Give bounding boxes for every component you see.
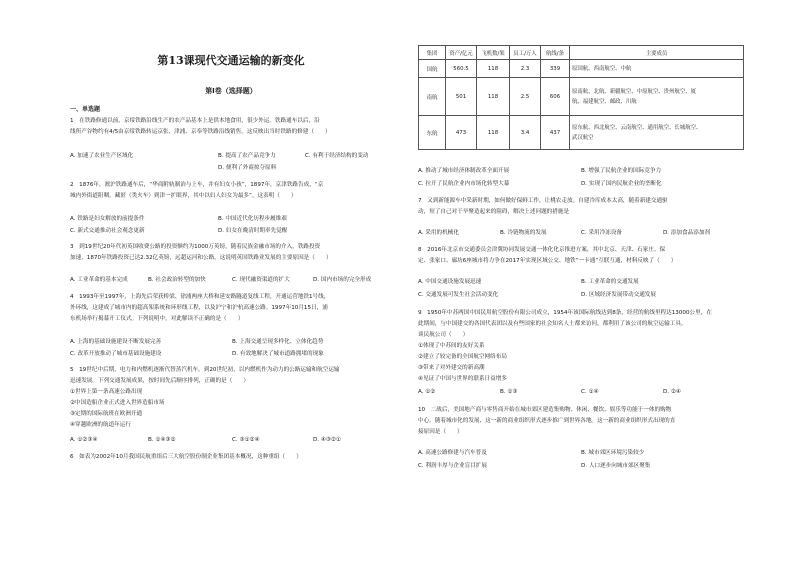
question-text: 东机场举行揭幕开工仪式。下列说明中，对此解读不正确的是（ ） — [70, 316, 244, 322]
option-c[interactable]: C. ③①②④ — [232, 437, 260, 443]
section-heading: 第I卷（选择题） — [205, 87, 257, 95]
list-item: ①体现了中苏间的友好关系 — [418, 343, 485, 349]
question-7 — [418, 196, 744, 218]
question-text: 5 19世纪中后期，电力和内燃机逐渐代替蒸汽机车。到20世纪初，以内燃机作为动力的公路运输和航空运输 — [70, 367, 340, 373]
question-text: 3 到19世纪20年代初英国收费公路的投资额约为1000万英镑，随着民族金融市场的介入，铁路投资 — [70, 244, 321, 250]
question-5-options — [70, 437, 392, 448]
option-b[interactable]: B. 提高了农产品竞争力 — [218, 153, 276, 159]
question-text: 6 如表为2002年10月我国民航重组后三大航空股份制企业集团基本概况，这种重组（ ） — [70, 454, 302, 460]
column-header: 主要成员 — [570, 46, 744, 60]
option-b[interactable]: B. 城市郊区环境污染较少 — [581, 450, 645, 456]
option-b[interactable]: B. 社会政治转型的加快 — [148, 277, 206, 283]
question-8 — [418, 245, 744, 267]
column-header: 员工/万人 — [510, 46, 541, 60]
question-7-options — [418, 228, 744, 239]
list-item: ④穿越欧洲的航道年运行 — [70, 422, 131, 428]
question-4-options — [70, 337, 392, 359]
option-a[interactable]: A. 采用的机械化 — [418, 230, 459, 236]
option-a[interactable]: A. 加速了农业生产区域化 — [70, 153, 134, 159]
option-d[interactable]: D. 添加食品添加剂 — [663, 230, 711, 236]
question-9 — [418, 308, 744, 385]
table-cell: 2.5 — [510, 78, 541, 116]
list-item: ②中国造船企业正式进入世界造船市场 — [70, 400, 165, 406]
list-item: ③带来了对外建交的新高潮 — [418, 365, 485, 371]
page-title: 第13课现代交通运输的新变化 — [157, 54, 305, 67]
table-cell: 3.4 — [510, 116, 541, 150]
question-3 — [70, 242, 392, 264]
question-text: 4 1993年至1997年，上海先后荣获桥梁、徐浦两座大桥和延安路隧道复线工程，开通运营地铁1号线， — [70, 294, 330, 300]
column-header: 集团 — [419, 46, 446, 60]
option-c[interactable]: C. 利润丰厚与企业盲目扩展 — [418, 463, 487, 469]
table-cell: 339 — [541, 60, 570, 78]
question-text: 中心。随着城市化的发展，这一新的商业组织形式逐步推广到世界各地。这一新的商业组织形式出现的直 — [418, 418, 676, 424]
table-cell: 2.3 — [510, 60, 541, 78]
question-6 — [70, 452, 392, 463]
question-2 — [70, 180, 392, 202]
question-1 — [70, 116, 392, 138]
question-9-options — [418, 389, 744, 400]
question-3-options — [70, 275, 392, 286]
option-b[interactable]: B. ①③ — [500, 389, 518, 395]
option-a[interactable]: A. 工业革命的基本完成 — [70, 277, 128, 283]
option-b[interactable]: B. 工业革命的交通发展 — [581, 279, 639, 285]
table-cell: 东航 — [419, 116, 446, 150]
table-cell: 118 — [477, 78, 510, 116]
member-line: 原国航、西南航空、中航 — [572, 65, 632, 72]
member-line: 航、福建航空、邮政、川航 — [572, 98, 637, 105]
table-cell: 560.5 — [446, 60, 477, 78]
question-text: 2 1876年，淞沪铁路通车后，“华商附轨制治与上车，并有妇女小孩”，1897年，京津铁路告成，“京 — [70, 182, 324, 188]
option-c[interactable]: C. 现代融资渠道的扩大 — [232, 277, 290, 283]
question-text: 外环线，这建成了城市内的超高架系统和环形线工程，以及沪宁和沪杭高速公路。1997年10月15日，浦 — [70, 305, 328, 311]
question-text: 线所产谷物约有4/5由京绥铁路转运京张、津浦、京奉等铁路沿线销售。这反映出当时铁路的修建（ ） — [70, 129, 331, 135]
option-a[interactable]: A. ①②③④ — [70, 437, 98, 443]
list-item: ①世界上第一条高速公路出现 — [70, 389, 143, 395]
option-c[interactable]: C. 改革开放推动了城市基础设施建设 — [70, 351, 162, 357]
column-header: 飞机数/架 — [477, 46, 510, 60]
option-b[interactable]: B. 上海交通呈现多样化、立体化趋势 — [232, 339, 324, 345]
option-b[interactable]: B. 中国近代化历程步履维艰 — [218, 216, 287, 222]
table-cell: 118 — [477, 116, 510, 150]
airline-groups-table — [418, 45, 744, 150]
table-cell: 473 — [446, 116, 477, 150]
option-a[interactable]: A. ①② — [418, 389, 436, 395]
option-c[interactable]: C. 拉开了民航企业内市场化转型大幕 — [418, 181, 510, 187]
table-row — [419, 116, 744, 150]
option-d[interactable]: D. 妇女在晚清时期率先觉醒 — [218, 228, 288, 234]
question-text: 谈民航公司（ ） — [418, 332, 469, 338]
table-cell: 118 — [477, 60, 510, 78]
question-text: 1 在铁路修通以前，京绥铁路沿线生产的农产品基本上是供本地食用，很少外运。铁路通车以后，沿 — [70, 118, 320, 124]
question-text: 接原因是（ ） — [418, 429, 463, 435]
member-line: 原东航、西北航空、云南航空、通用航空、长城航空、 — [572, 124, 702, 131]
option-d[interactable]: D. 人口逐步向城市郊区聚集 — [581, 463, 651, 469]
table-cell — [570, 78, 744, 116]
option-c[interactable]: C. 新式交通推动社会观念更新 — [70, 228, 145, 234]
question-text: 8 2016年北京市交通委员会津冀协同发展交通一体化化京推进方案，其中北京、天津、石家庄、保 — [418, 247, 666, 253]
option-b[interactable]: B. 冷链物流的发展 — [500, 230, 547, 236]
option-a[interactable]: A. 上海的基础设施建设不断发展完善 — [70, 339, 162, 345]
question-10-options — [418, 448, 744, 472]
option-c[interactable]: C. 交通发展可发生社会活动变化 — [418, 292, 499, 298]
question-2-options — [70, 214, 392, 236]
question-text: 9 1950年中苏两国中国民用航空股份有限公司成立，1954年该国际航线达到8条，经营的航线里程达13000公里，在 — [418, 310, 712, 316]
option-b[interactable]: B. 增强了民航企业的国际竞争力 — [581, 168, 662, 174]
option-d[interactable]: D. 实现了国内民航企业的垄断化 — [581, 181, 662, 187]
table-cell: 606 — [541, 78, 570, 116]
part-heading: 一、单选题 — [70, 106, 101, 113]
table-cell: 南航 — [419, 78, 446, 116]
table-cell — [570, 116, 744, 150]
table-cell: 国航 — [419, 60, 446, 78]
question-text: 7 又到新能源车中采新时期，如何做好保鲜工作，让桃农走放。自建冷库成本太高，随着新建交通驱 — [418, 198, 668, 204]
question-text: 动，短了自己对干旱聚造起来的阻碍，解决上述问题的措施是 — [418, 209, 570, 215]
option-a[interactable]: A. 推动了城市经济体制改革全面开展 — [418, 168, 510, 174]
question-text: 定、张家口、廊坊6座城市将力争在2017年实现区域公交、地铁“一卡通”互联互通，材料反映了（ ） — [418, 258, 677, 264]
table-cell: 501 — [446, 78, 477, 116]
member-line: 武汉航空 — [572, 134, 594, 141]
list-item: ②建立了较完备的全国航空网络布局 — [418, 354, 507, 360]
option-c[interactable]: C. ①④ — [581, 389, 599, 395]
question-5 — [70, 365, 392, 431]
list-item: ③定期的国际航班在欧洲开通 — [70, 411, 143, 417]
question-text: 迅速发展。下列交通发展成果，按时间先后顺序排列，正确的是（ ） — [70, 378, 250, 384]
question-text: 城内外街道阻咽，藏匿（类火车）到津一扩眼界，其中以妇人妇女为最多”。这表明（ ） — [70, 193, 297, 199]
question-1-options — [70, 151, 392, 173]
option-d[interactable]: D. 便利了外商掠夺原料 — [218, 165, 277, 171]
column-header: 资产/亿元 — [446, 46, 477, 60]
option-a[interactable]: A. 铁路是妇女解放的前提条件 — [70, 216, 145, 222]
option-d[interactable]: D. 有效地解决了城市道路拥堵的现象 — [232, 351, 324, 357]
question-6-options — [418, 166, 744, 188]
question-4 — [70, 292, 392, 325]
option-a[interactable]: A. 高速公路修建与汽车普及 — [418, 450, 487, 456]
column-header: 航线/条 — [541, 46, 570, 60]
question-8-options — [418, 277, 744, 301]
table-header-row — [419, 46, 744, 60]
option-d[interactable]: D. 国内市场的完全形成 — [313, 277, 372, 283]
table-row — [419, 60, 744, 78]
member-line: 原南航、北航、新疆航空、中原航空、贵州航空、厦 — [572, 88, 696, 95]
table-cell: 437 — [541, 116, 570, 150]
option-d[interactable]: D. ②④ — [663, 389, 681, 395]
option-c[interactable]: C. 有利于经济结构的变动 — [305, 153, 369, 159]
question-10 — [418, 405, 744, 438]
option-a[interactable]: A. 中国交通设施发展迅速 — [418, 279, 482, 285]
list-item: ④见证了中国与世界的联系日益增多 — [418, 376, 507, 382]
option-d[interactable]: D. ④③②① — [313, 437, 341, 443]
question-text: 加速，1870年铁路投资已达2.32亿英镑，远超运河和公路，这说明英国铁路业发展的主要原因是（ ） — [70, 255, 332, 261]
table-cell — [570, 60, 744, 78]
question-text: 此期间，与中国建交的各国代表团以及有些国家的社会知名人士都来访问，都利用了该公司的航空运输工具。 — [418, 321, 687, 327]
option-b[interactable]: B. ①④③② — [148, 437, 176, 443]
option-c[interactable]: C. 采用冷冻设备 — [581, 230, 623, 236]
option-d[interactable]: D. 区域经济发展带动交通发展 — [581, 292, 656, 298]
table-row — [419, 78, 744, 116]
question-text: 10 二战后，美国地产商与零售商开始在城市郊区建造集购物、休闲、餐饮、娱乐等功能于一体的购物 — [418, 407, 672, 413]
